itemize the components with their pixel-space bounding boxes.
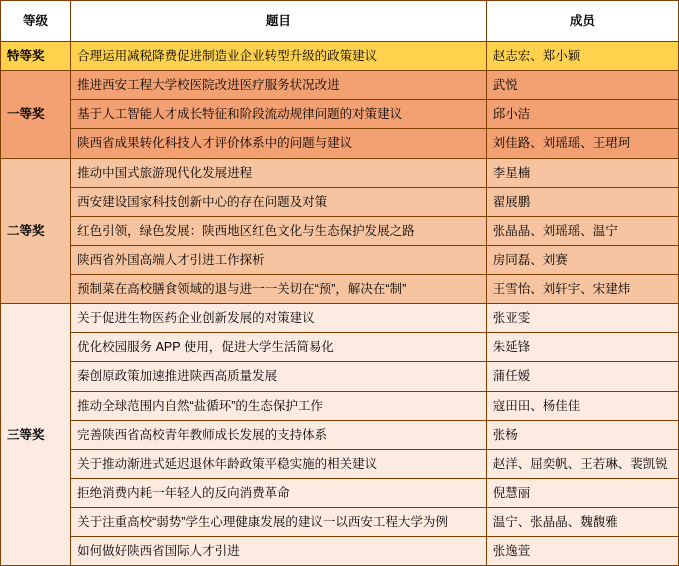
member-cell: 朱延锋 xyxy=(486,333,678,362)
column-header-title: 题目 xyxy=(71,1,487,42)
member-cell: 蒲任嫒 xyxy=(486,362,678,391)
table-header xyxy=(1,1,679,42)
title-cell: 关于促进生物医药企业创新发展的对策建议 xyxy=(71,304,487,333)
member-cell: 李星楠 xyxy=(486,158,678,187)
table-row xyxy=(1,129,679,158)
table-row xyxy=(1,158,679,187)
member-cell: 张杨 xyxy=(486,420,678,449)
member-cell: 刘佳路、刘瑶瑶、王珺珂 xyxy=(486,129,678,158)
member-cell: 寇田田、杨佳佳 xyxy=(486,391,678,420)
member-cell: 赵志宏、郑小颖 xyxy=(486,42,678,71)
grade-cell: 特等奖 xyxy=(1,42,71,71)
title-cell: 合理运用减税降费促进制造业企业转型升级的政策建议 xyxy=(71,42,487,71)
title-cell: 推动全球范围内自然“盐循环”的生态保护工作 xyxy=(71,391,487,420)
member-cell: 赵洋、屈奕帆、王若琳、裴凯锐 xyxy=(486,449,678,478)
title-cell: 推动中国式旅游现代化发展进程 xyxy=(71,158,487,187)
table-row xyxy=(1,478,679,507)
table-row xyxy=(1,391,679,420)
table-row xyxy=(1,42,679,71)
title-cell: 预制菜在高校膳食领域的退与进一一关切在“预”，解决在“制” xyxy=(71,275,487,304)
header-row xyxy=(1,1,679,42)
member-cell: 房同磊、刘赛 xyxy=(486,245,678,274)
title-cell: 红色引领，绿色发展：陕西地区红色文化与生态保护发展之路 xyxy=(71,216,487,245)
grade-cell: 一等奖 xyxy=(1,71,71,158)
title-cell: 拒绝消费内耗一年轻人的反向消费革命 xyxy=(71,478,487,507)
grade-cell: 二等奖 xyxy=(1,158,71,304)
table-row xyxy=(1,216,679,245)
member-cell: 王雪怡、刘轩宇、宋建炜 xyxy=(486,275,678,304)
table-row xyxy=(1,100,679,129)
title-cell: 基于人工智能人才成长特征和阶段流动规律问题的对策建议 xyxy=(71,100,487,129)
member-cell: 倪慧丽 xyxy=(486,478,678,507)
title-cell: 完善陕西省高校青年教师成长发展的支持体系 xyxy=(71,420,487,449)
table-row xyxy=(1,537,679,566)
title-cell: 关于注重高校“弱势”学生心理健康发展的建议一以西安工程大学为例 xyxy=(71,508,487,537)
member-cell: 张晶晶、刘瑶瑶、温宁 xyxy=(486,216,678,245)
column-header-grade: 等级 xyxy=(1,1,71,42)
title-cell: 关于推动渐进式延迟退休年龄政策平稳实施的相关建议 xyxy=(71,449,487,478)
member-cell: 张逸萱 xyxy=(486,537,678,566)
table-row xyxy=(1,362,679,391)
title-cell: 如何做好陕西省国际人才引进 xyxy=(71,537,487,566)
table-row xyxy=(1,449,679,478)
title-cell: 秦创原政策加速推进陕西高质量发展 xyxy=(71,362,487,391)
member-cell: 武悦 xyxy=(486,71,678,100)
table-row xyxy=(1,420,679,449)
table-row xyxy=(1,333,679,362)
title-cell: 陕西省外国高端人才引进工作探析 xyxy=(71,245,487,274)
member-cell: 邱小洁 xyxy=(486,100,678,129)
table-row xyxy=(1,187,679,216)
table-row xyxy=(1,245,679,274)
member-cell: 温宁、张晶晶、魏馥雅 xyxy=(486,508,678,537)
grade-cell: 三等奖 xyxy=(1,304,71,566)
title-cell: 推进西安工程大学校医院改进医疗服务状况改进 xyxy=(71,71,487,100)
table-row xyxy=(1,71,679,100)
title-cell: 优化校园服务 APP 使用，促进大学生活简易化 xyxy=(71,333,487,362)
table-row xyxy=(1,275,679,304)
member-cell: 翟展鹏 xyxy=(486,187,678,216)
title-cell: 西安建设国家科技创新中心的存在问题及对策 xyxy=(71,187,487,216)
table-body xyxy=(1,42,679,566)
column-header-member: 成员 xyxy=(486,1,678,42)
title-cell: 陕西省成果转化科技人才评价体系中的问题与建议 xyxy=(71,129,487,158)
table-row xyxy=(1,508,679,537)
table-row xyxy=(1,304,679,333)
member-cell: 张亚雯 xyxy=(486,304,678,333)
